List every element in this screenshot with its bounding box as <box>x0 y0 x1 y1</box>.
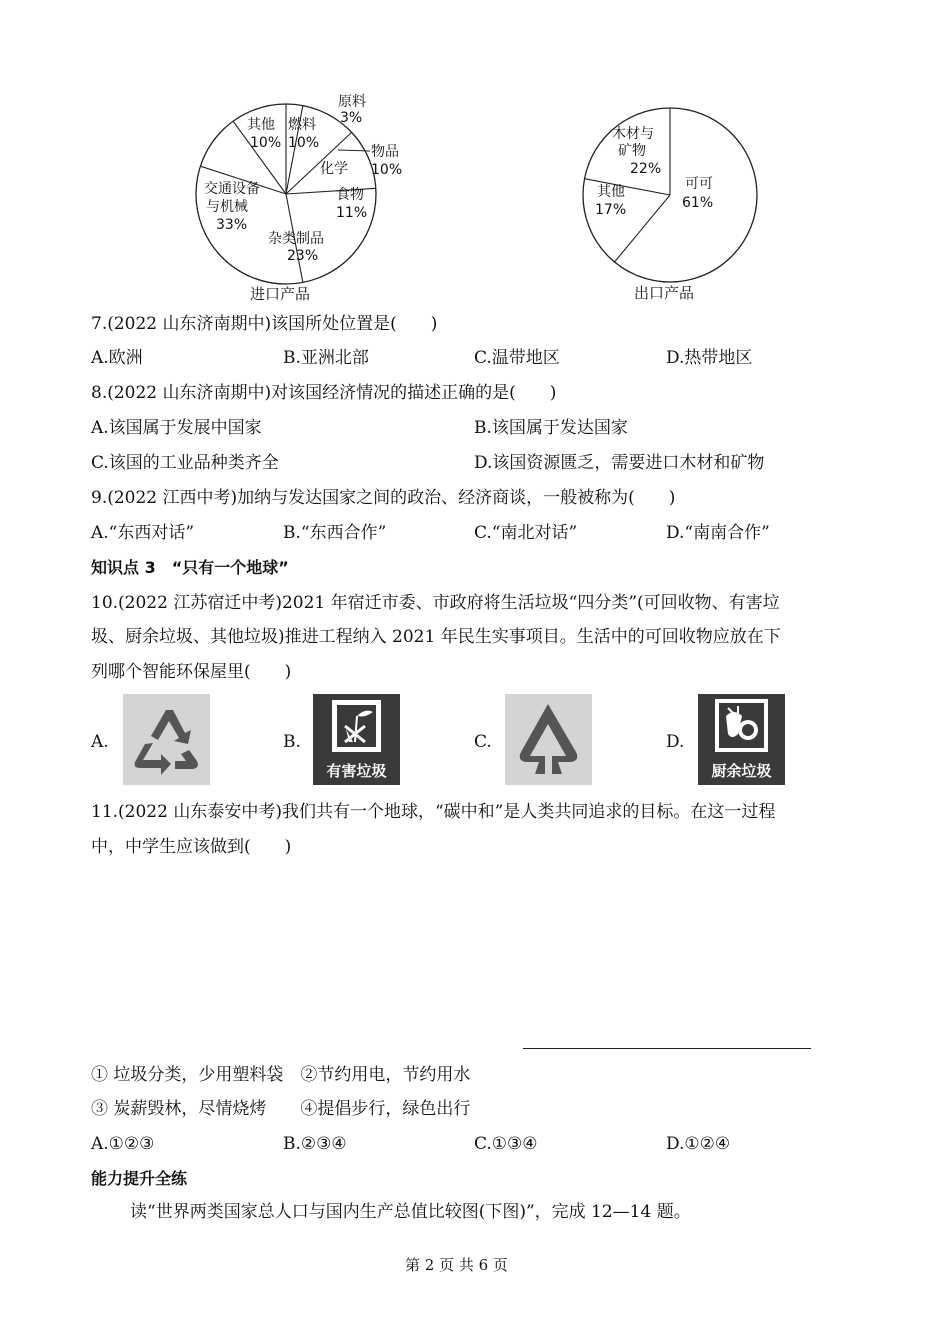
hazard-symbol-icon <box>313 694 400 756</box>
import-pct-chem: 10% <box>371 162 403 178</box>
q9-option-c[interactable]: C.“南北对话” <box>474 523 578 543</box>
export-caption: 出口产品 <box>634 284 695 302</box>
q7-option-d[interactable]: D.热带地区 <box>666 348 753 368</box>
import-label-raw: 原料 <box>338 94 366 110</box>
q7-stem: 7.(2022 山东济南期中)该国所处位置是( ) <box>91 314 438 334</box>
q10-stem-line3: 列哪个智能环保屋里( ) <box>91 662 292 682</box>
q11-option-b[interactable]: B.②③④ <box>283 1134 347 1154</box>
q8-option-b[interactable]: B.该国属于发达国家 <box>474 418 628 438</box>
q9-option-b[interactable]: B.“东西合作” <box>283 523 387 543</box>
hazardous-waste-label: 有害垃圾 <box>326 762 387 780</box>
kitchen-waste-label: 厨余垃圾 <box>711 762 772 780</box>
import-label-transport-2: 与机械 <box>206 199 248 215</box>
import-pct-misc: 23% <box>287 248 319 264</box>
q11-stem-line1: 11.(2022 山东泰安中考)我们共有一个地球，“碳中和”是人类共同追求的目标。在这一过程 <box>91 802 776 822</box>
food-scraps-icon <box>698 694 785 756</box>
q10-stem-line1: 10.(2022 江苏宿迁中考)2021 年宿迁市委、市政府将生活垃圾“四分类”(可回收物、有害垃 <box>91 593 780 613</box>
export-pct-cocoa: 61% <box>682 195 714 211</box>
export-pct-other: 17% <box>595 202 627 218</box>
import-pie-chart <box>190 82 430 307</box>
section-heading-ability: 能力提升全练 <box>91 1169 188 1188</box>
export-label-wood-2: 矿物 <box>618 143 646 159</box>
q8-option-d[interactable]: D.该国资源匮乏，需要进口木材和矿物 <box>474 453 765 473</box>
q11-option-d[interactable]: D.①②④ <box>666 1134 731 1154</box>
q8-option-a[interactable]: A.该国属于发展中国家 <box>91 418 262 438</box>
q11-option-c[interactable]: C.①③④ <box>474 1134 538 1154</box>
q8-stem: 8.(2022 山东济南期中)对该国经济情况的描述正确的是( ) <box>91 383 557 403</box>
import-label-other: 其他 <box>247 117 275 133</box>
q9-stem: 9.(2022 江西中考)加纳与发达国家之间的政治、经济商谈，一般被称为( ) <box>91 488 676 508</box>
import-label-misc: 杂类制品 <box>268 231 324 247</box>
q11-option-a[interactable]: A.①②③ <box>91 1134 155 1154</box>
q11-choices-line1: ① 垃圾分类，少用塑料袋 ②节约用电，节约用水 <box>91 1065 471 1085</box>
import-pct-transport: 33% <box>216 217 248 233</box>
export-label-other: 其他 <box>597 184 625 200</box>
hazardous-waste-bin-icon[interactable] <box>313 694 400 785</box>
kitchen-waste-bin-icon[interactable] <box>698 694 785 785</box>
q10-option-c[interactable]: C. <box>474 732 492 752</box>
q11-stem-line2: 中，中学生应该做到( ) <box>91 837 292 857</box>
export-label-cocoa: 可可 <box>685 176 713 192</box>
q10-stem-line2: 圾、厨余垃圾、其他垃圾)推进工程纳入 2021 年民生实事项目。生活中的可回收物应放在下 <box>91 627 781 647</box>
q7-option-c[interactable]: C.温带地区 <box>474 348 560 368</box>
import-label-transport-1: 交通设备 <box>204 181 260 197</box>
q7-option-a[interactable]: A.欧洲 <box>91 348 143 368</box>
q7-option-b[interactable]: B.亚洲北部 <box>283 348 369 368</box>
q8-option-c[interactable]: C.该国的工业品种类齐全 <box>91 453 279 473</box>
q11-choices-line2: ③ 炭薪毁林，尽情烧烤 ④提倡步行，绿色出行 <box>91 1099 471 1119</box>
page-footer: 第 2 页 共 6 页 <box>405 1256 508 1274</box>
export-pct-wood: 22% <box>630 161 662 177</box>
q10-option-a[interactable]: A. <box>91 732 109 752</box>
answer-blank-line <box>523 1048 811 1049</box>
q10-option-d[interactable]: D. <box>666 732 685 752</box>
q10-option-b[interactable]: B. <box>283 732 301 752</box>
export-pie-chart <box>570 82 770 307</box>
q9-option-d[interactable]: D.“南南合作” <box>666 523 770 543</box>
import-label-chem-goods: 物品 <box>371 144 399 160</box>
import-pct-raw: 3% <box>340 110 363 126</box>
section-heading-3: 知识点 3 “只有一个地球” <box>91 558 289 577</box>
import-caption: 进口产品 <box>250 285 311 303</box>
intro-12-14: 读“世界两类国家总人口与国内生产总值比较图(下图)”，完成 12—14 题。 <box>130 1202 691 1222</box>
other-waste-icon[interactable] <box>505 694 592 785</box>
import-pct-fuel: 10% <box>288 135 320 151</box>
import-label-chem: 化学 <box>320 161 348 177</box>
import-pct-other: 10% <box>250 135 282 151</box>
export-label-wood-1: 木材与 <box>612 126 654 142</box>
q9-option-a[interactable]: A.“东西对话” <box>91 523 195 543</box>
recycle-icon[interactable] <box>123 694 210 785</box>
import-label-fuel: 燃料 <box>288 117 316 133</box>
import-label-food: 食物 <box>336 187 364 203</box>
import-pct-food: 11% <box>336 205 368 221</box>
